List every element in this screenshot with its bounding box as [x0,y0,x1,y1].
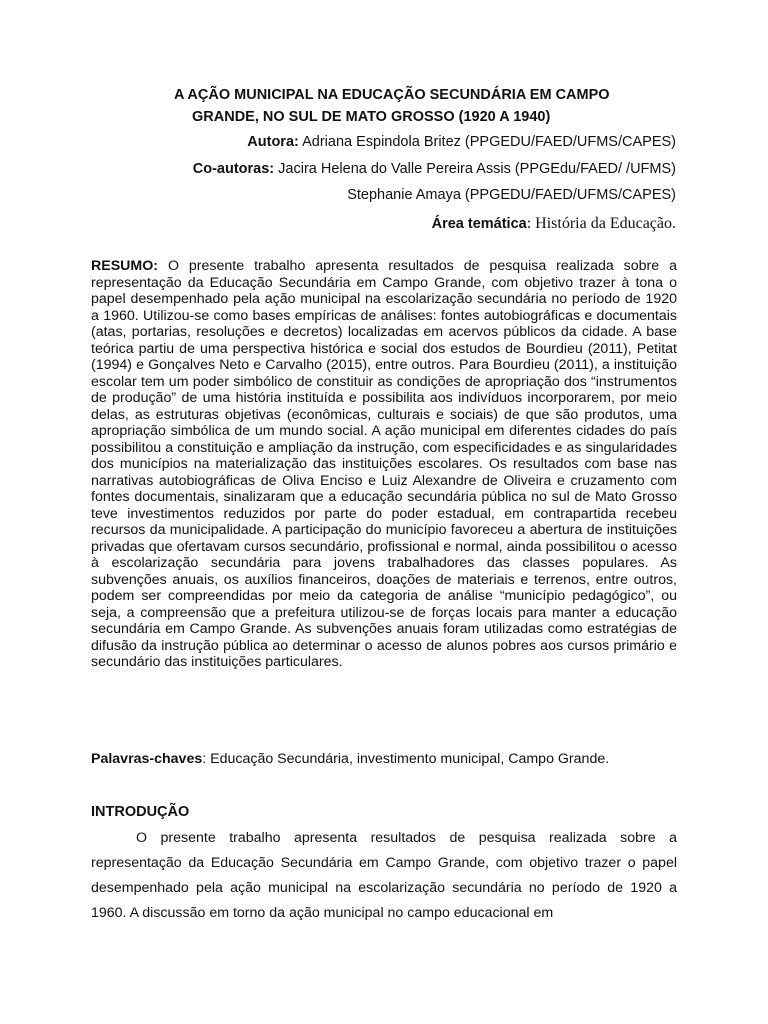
abstract [91,258,677,671]
abstract-label: RESUMO: [91,258,158,274]
abstract-text: O presente trabalho apresenta resultados de pesquisa realizada sobre a representação da Educação Secundária em Campo Grande, com objetivo trazer à tona o papel desempenhado pela ação municipal na escolarização secundária no período de 1920 a 1960. Utilizou-se como bases empíricas de análises: fontes autobiográficas e documentais (atas, portarias, resoluções e decretos) localizadas em acervos públicos da cidade. A base teórica partiu de uma perspectiva histórica e social dos estudos de Bourdieu (2011), Petitat (1994) e Gonçalves Neto e Carvalho (2015), entre outros. Para Bourdieu (2011), a instituição escolar tem um poder simbólico de constituir as condições de apropriação dos “instrumentos de produção” de uma história instituída e possibilita aos indivíduos incorporarem, por meio delas, as estruturas objetivas (econômicas, culturais e sociais) de que são produtos, uma apropriação simbólica de um mundo social. A ação municipal em diferentes cidades do país possibilitou a constituição e ampliação da instrução, com especificidades e as singularidades dos municípios na materialização das instituições escolares. Os resultados com base nas narrativas autobiográficas de Oliva Enciso e Luiz Alexandre de Oliveira e cruzamento com fontes documentais, sinalizaram que a educação secundária pública no sul de Mato Grosso teve investimentos reduzidos por parte do poder estadual, em contrapartida recebeu recursos da municipalidade. A participação do município favoreceu a abertura de instituições privadas que ofertavam cursos secundário, profissional e normal, ainda possibilitou o acesso à escolarização secundária para jovens trabalhadores das classes populares. As subvenções anuais, os auxílios financeiros, doações de materiais e terrenos, entre outros, podem ser compreendidas por meio da categoria de análise “município pedagógico”, ou seja, a compreensão que a prefeitura utilizou-se de forças locais para manter a educação secundária em Campo Grande. As subvenções anuais foram utilizadas como estratégias de difusão da instrução pública ao determinar o acesso de alunos pobres aos cursos primário e secundário das instituições particulares. [91,258,677,670]
author-value: Adriana Espindola Britez (PPGEDU/FAED/UFMS/CAPES) [302,134,676,150]
coauthor-1: Jacira Helena do Valle Pereira Assis (PPGEdu/FAED/ /UFMS) [278,161,676,177]
coauthors-label: Co-autoras: [192,161,275,177]
introduction-heading: INTRODUÇÃO [91,804,190,820]
coauthor-2-line [347,184,676,206]
theme-value: : História da Educação. [526,215,676,232]
title-line-1: A AÇÃO MUNICIPAL NA EDUCAÇÃO SECUNDÁRIA EM CAMPO [174,87,610,103]
coauthor-2: Stephanie Amaya (PPGEDU/FAED/UFMS/CAPES) [347,187,676,203]
author-line [247,131,676,153]
theme-label: Área temática [431,216,527,232]
title-line-2: GRANDE, NO SUL DE MATO GROSSO (1920 A 1940) [192,109,551,125]
keywords-text: : Educação Secundária, investimento municipal, Campo Grande. [202,751,610,767]
introduction-text: O presente trabalho apresenta resultados de pesquisa realizada sobre a representação da Educação Secundária em Campo Grande, com objetivo trazer o papel desempenhado pela ação municipal na escolarização secundária no período de 1920 a 1960. A discussão em torno da ação municipal no campo educacional em [91,830,677,921]
coauthor-line [193,158,676,180]
keywords-label: Palavras-chaves [91,751,203,767]
author-label: Autora: [247,134,299,150]
keywords [91,751,677,768]
theme-line [432,213,676,235]
